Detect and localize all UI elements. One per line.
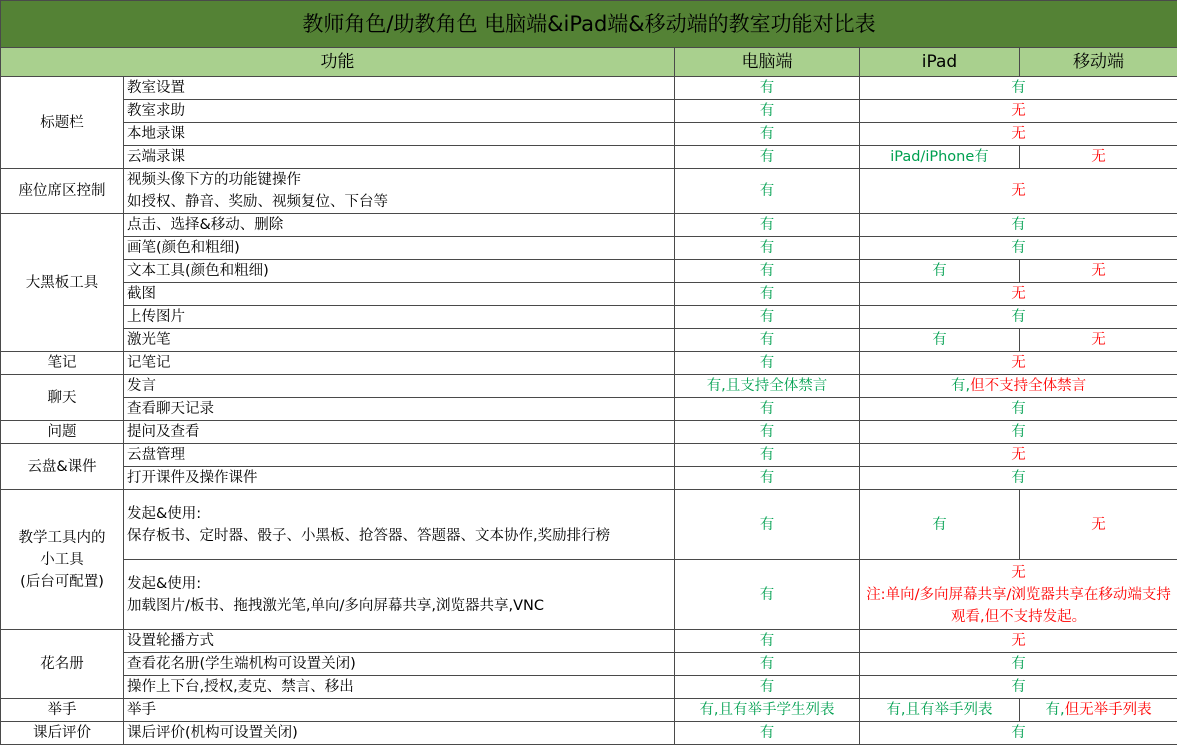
feature-cell: 云盘管理 [124, 444, 675, 467]
feature-cell [124, 560, 675, 630]
feature-cell: 举手 [124, 699, 675, 722]
ipad-mobile-value: 有 [860, 467, 1177, 490]
pc-value: 有 [675, 398, 860, 421]
ipad-mobile-value: 无 [860, 444, 1177, 467]
header-pc: 电脑端 [675, 48, 860, 77]
ipad-mobile-value: 无 [860, 283, 1177, 306]
pc-value: 有 [675, 237, 860, 260]
pc-value: 有,且有举手学生列表 [675, 699, 860, 722]
pc-value: 有 [675, 421, 860, 444]
header-feature: 功能 [1, 48, 675, 77]
feature-cell: 设置轮播方式 [124, 630, 675, 653]
feature-cell: 课后评价(机构可设置关闭) [124, 722, 675, 745]
feature-cell: 云端录课 [124, 146, 675, 169]
ipad-mobile-value: 无 [860, 123, 1177, 146]
ipad-mobile-value: 有 [860, 398, 1177, 421]
pc-value: 有 [675, 306, 860, 329]
mobile-value: 无 [1020, 490, 1177, 560]
category-title-bar: 标题栏 [1, 77, 124, 169]
pc-value: 有 [675, 169, 860, 214]
feature-line: 如授权、静音、奖励、视频复位、下台等 [127, 194, 388, 210]
category-line: 小工具 [40, 551, 84, 568]
category-question: 问题 [1, 421, 124, 444]
value-yes-part: 有, [1045, 702, 1065, 718]
category-notes: 笔记 [1, 352, 124, 375]
feature-cell: 查看花名册(学生端机构可设置关闭) [124, 653, 675, 676]
category-roster: 花名册 [1, 630, 124, 699]
ipad-mobile-value: 无 [860, 100, 1177, 123]
feature-line: 视频头像下方的功能键操作 [127, 172, 301, 188]
value-no-part: 但无举手列表 [1064, 702, 1152, 718]
category-review: 课后评价 [1, 722, 124, 745]
feature-cell [124, 490, 675, 560]
ipad-mobile-value: 无 [860, 169, 1177, 214]
feature-cell: 提问及查看 [124, 421, 675, 444]
category-hand: 举手 [1, 699, 124, 722]
mobile-value: 无 [1020, 329, 1177, 352]
ipad-mobile-value: 有 [860, 653, 1177, 676]
pc-value: 有 [675, 352, 860, 375]
feature-cell: 截图 [124, 283, 675, 306]
feature-cell: 画笔(颜色和粗细) [124, 237, 675, 260]
ipad-value: 有 [860, 490, 1020, 560]
pc-value: 有 [675, 283, 860, 306]
feature-cell: 点击、选择&移动、删除 [124, 214, 675, 237]
feature-cell: 本地录课 [124, 123, 675, 146]
category-line: 教学工具内的 [18, 529, 106, 546]
sheet-title: 教师角色/助教角色 电脑端&iPad端&移动端的教室功能对比表 [1, 1, 1177, 48]
value-no-part: 但不支持全体禁言 [970, 378, 1087, 394]
feature-line: 发起&使用: [127, 505, 202, 522]
mobile-value: 无 [1020, 260, 1177, 283]
header-mobile: 移动端 [1020, 48, 1177, 77]
ipad-mobile-value: 有 [860, 306, 1177, 329]
ipad-mobile-value: 无 [860, 352, 1177, 375]
ipad-mobile-value: 有 [860, 77, 1177, 100]
pc-value: 有 [675, 630, 860, 653]
header-ipad: iPad [860, 48, 1020, 77]
pc-value: 有 [675, 560, 860, 630]
ipad-mobile-value: 有 [860, 214, 1177, 237]
feature-line: 发起&使用: [127, 575, 202, 592]
value-no: 无 [1011, 564, 1026, 581]
ipad-mobile-value: 无 [860, 630, 1177, 653]
feature-cell: 打开课件及操作课件 [124, 467, 675, 490]
category-tools [1, 490, 124, 630]
feature-cell: 查看聊天记录 [124, 398, 675, 421]
feature-cell: 上传图片 [124, 306, 675, 329]
pc-value: 有 [675, 260, 860, 283]
value-yes-part: 有, [950, 378, 971, 394]
feature-cell: 文本工具(颜色和粗细) [124, 260, 675, 283]
feature-cell: 教室求助 [124, 100, 675, 123]
ipad-value: 有 [860, 260, 1020, 283]
pc-value: 有,且支持全体禁言 [675, 375, 860, 398]
category-seat-area: 座位席区控制 [1, 169, 124, 214]
pc-value: 有 [675, 722, 860, 745]
feature-cell: 发言 [124, 375, 675, 398]
ipad-value: 有,且有举手列表 [860, 699, 1020, 722]
footnote: 注:单向/多向屏幕共享/浏览器共享在移动端支持观看,但不支持发起。 [866, 586, 1171, 625]
ipad-mobile-value: 有 [860, 676, 1177, 699]
feature-cell: 记笔记 [124, 352, 675, 375]
feature-cell [124, 169, 675, 214]
feature-line: 保存板书、定时器、骰子、小黑板、抢答器、答题器、文本协作,奖励排行榜 [127, 527, 611, 544]
pc-value: 有 [675, 329, 860, 352]
pc-value: 有 [675, 490, 860, 560]
mobile-value: 无 [1020, 146, 1177, 169]
pc-value: 有 [675, 653, 860, 676]
ipad-mobile-value: 有 [860, 421, 1177, 444]
mobile-value [1020, 699, 1177, 722]
feature-line: 加载图片/板书、拖拽激光笔,单向/多向屏幕共享,浏览器共享,VNC [127, 597, 544, 614]
ipad-mobile-value [860, 375, 1177, 398]
ipad-mobile-value [860, 560, 1177, 630]
feature-cell: 教室设置 [124, 77, 675, 100]
pc-value: 有 [675, 77, 860, 100]
ipad-mobile-value: 有 [860, 237, 1177, 260]
ipad-value: 有 [860, 329, 1020, 352]
pc-value: 有 [675, 676, 860, 699]
feature-cell: 操作上下台,授权,麦克、禁言、移出 [124, 676, 675, 699]
pc-value: 有 [675, 146, 860, 169]
category-chat: 聊天 [1, 375, 124, 421]
ipad-mobile-value: 有 [860, 722, 1177, 745]
feature-cell: 激光笔 [124, 329, 675, 352]
pc-value: 有 [675, 467, 860, 490]
ipad-value: iPad/iPhone有 [860, 146, 1020, 169]
pc-value: 有 [675, 214, 860, 237]
category-line: (后台可配置) [20, 573, 104, 590]
pc-value: 有 [675, 444, 860, 467]
pc-value: 有 [675, 123, 860, 146]
pc-value: 有 [675, 100, 860, 123]
category-blackboard: 大黑板工具 [1, 214, 124, 352]
category-cloud: 云盘&课件 [1, 444, 124, 490]
